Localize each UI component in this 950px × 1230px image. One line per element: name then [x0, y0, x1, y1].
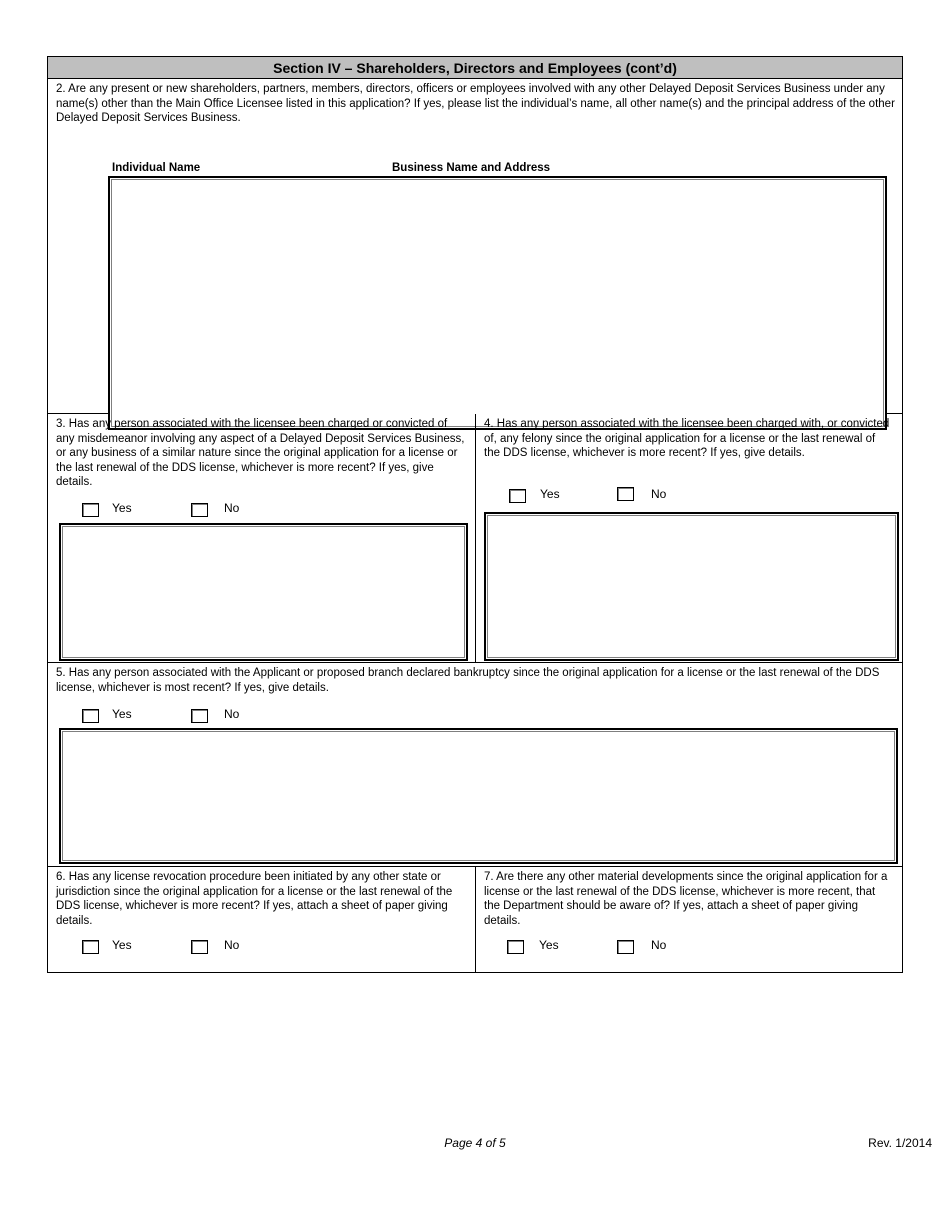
- question-7-no-checkbox[interactable]: [617, 940, 634, 954]
- question-3-no-label: No: [224, 501, 240, 515]
- individual-name-header: Individual Name: [112, 162, 201, 174]
- question-3-no-checkbox[interactable]: [191, 503, 208, 517]
- question-5-no-checkbox[interactable]: [191, 709, 208, 723]
- section-iv-form: [47, 56, 903, 973]
- question-3-yes-label: Yes: [112, 501, 132, 515]
- question-2-row: [48, 79, 902, 414]
- question-7-text: 7. Are there any other material developments since the original application for a license or the last renewal of the DDS license, whichever is more recent, that the Department should be aware of? If yes, attach a sheet of paper giving details.: [484, 871, 888, 927]
- question-5-row: [48, 663, 902, 867]
- column-divider: [475, 414, 476, 662]
- business-name-address-header: Business Name and Address: [392, 162, 551, 174]
- question-5-no-label: No: [224, 707, 240, 721]
- column-divider: [475, 867, 476, 972]
- question-4-text: 4. Has any person associated with the licensee been charged with, or convicted of, any felony since the original application for a license or the last renewal of the DDS license, whichever is more recent? If yes, give details.: [484, 418, 890, 459]
- section-title: Section IV – Shareholders, Directors and Employees (cont’d): [48, 57, 902, 79]
- question-6-no-label: No: [224, 938, 240, 952]
- question-6-yes-label: Yes: [112, 938, 132, 952]
- question-3-text: 3. Has any person associated with the licensee been charged or convicted of any misdemeanor involving any aspect of a Delayed Deposit Services Business, or any business of a similar nature since the original application for a license or the last renewal of the DDS license, whichever is more recent? If yes, give details.: [56, 418, 465, 488]
- question-4-yes-label: Yes: [540, 487, 560, 501]
- question-4-no-label: No: [651, 487, 667, 501]
- question-2-text: 2. Are any present or new shareholders, partners, members, directors, officers or employees involved with any other Delayed Deposit Services Business under any name(s) other than the Main Office Licensee listed in this application? If yes, please list the individual’s name, all other name(s) and the principal address of the other Delayed Deposit Services Business.: [56, 83, 895, 124]
- question-6-yes-checkbox[interactable]: [82, 940, 99, 954]
- questions-6-7-row: [48, 867, 902, 972]
- question-6-no-checkbox[interactable]: [191, 940, 208, 954]
- question-2-details-field[interactable]: [108, 176, 887, 430]
- question-6-text: 6. Has any license revocation procedure been initiated by any other state or jurisdiction since the original application for a license or the last renewal of the DDS license, whichever is more recent? If yes, attach a sheet of paper giving details.: [56, 871, 453, 927]
- question-7-yes-checkbox[interactable]: [507, 940, 524, 954]
- question-4-details-field[interactable]: [484, 512, 899, 661]
- questions-3-4-row: [48, 414, 902, 663]
- question-5-yes-checkbox[interactable]: [82, 709, 99, 723]
- question-4-no-checkbox[interactable]: [617, 487, 634, 501]
- question-5-yes-label: Yes: [112, 707, 132, 721]
- question-3-yes-checkbox[interactable]: [82, 503, 99, 517]
- question-5-text: 5. Has any person associated with the Applicant or proposed branch declared bankruptcy since the original application for a license or the last renewal of the DDS license, whichever is most recent? If yes, give details.: [56, 667, 880, 694]
- question-7-no-label: No: [651, 938, 667, 952]
- question-3-details-field[interactable]: [59, 523, 468, 661]
- page-number: Page 4 of 5: [444, 1136, 506, 1150]
- question-7-yes-label: Yes: [539, 938, 559, 952]
- question-4-yes-checkbox[interactable]: [509, 489, 526, 503]
- question-5-details-field[interactable]: [59, 728, 898, 864]
- revision-label: Rev. 1/2014: [868, 1136, 932, 1150]
